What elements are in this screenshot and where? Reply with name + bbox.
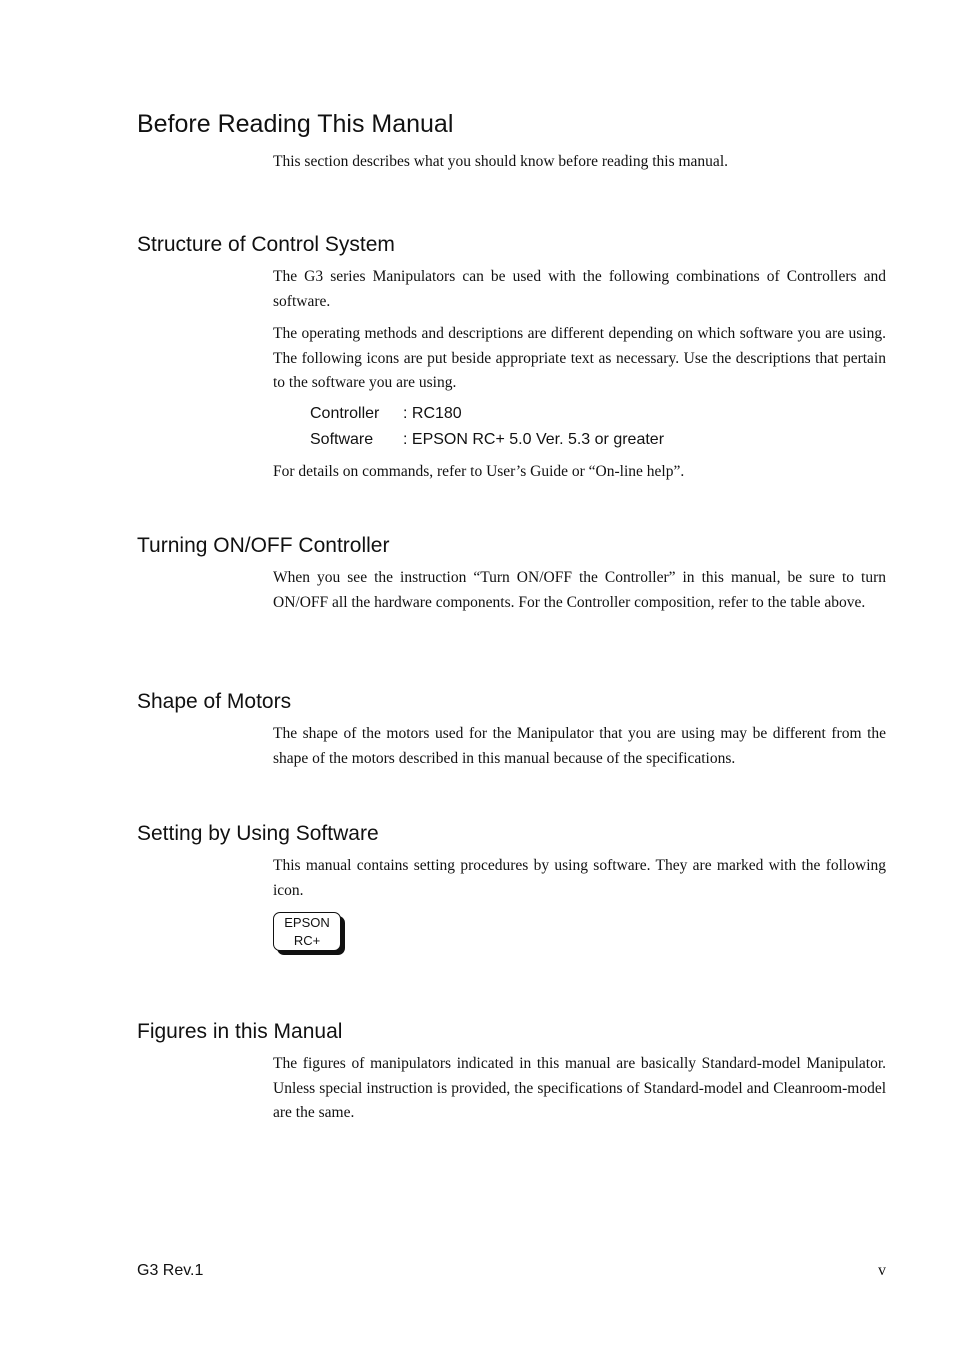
icon-label-line2: RC+ bbox=[293, 933, 321, 948]
section-heading-structure: Structure of Control System bbox=[137, 233, 395, 256]
section-heading-motors: Shape of Motors bbox=[137, 690, 292, 713]
epson-rc-plus-icon bbox=[273, 912, 341, 951]
spec-row-controller bbox=[310, 405, 462, 423]
spec-value: : RC180 bbox=[403, 405, 462, 422]
structure-paragraph-2: The operating methods and descriptions are different depending on which software you are using. The following icons are put beside appropriate text as necessary. Use the descriptions that pertain to the software you are using. bbox=[273, 325, 886, 391]
motors-paragraph: The shape of the motors used for the Manipulator that you are using may be different from the shape of the motors described in this manual because of the specifications. bbox=[273, 725, 886, 767]
structure-paragraph-1: The G3 series Manipulators can be used with the following combinations of Controllers and software. bbox=[273, 268, 886, 310]
turning-paragraph: When you see the instruction “Turn ON/OFF the Controller” in this manual, be sure to turn ON/OFF all the hardware components. For the Controller composition, refer to the table above. bbox=[273, 569, 886, 611]
intro-text: This section describes what you should know before reading this manual. bbox=[273, 153, 728, 170]
spec-label: Controller bbox=[310, 405, 380, 422]
structure-paragraph-3: For details on commands, refer to User’s Guide or “On-line help”. bbox=[273, 463, 685, 480]
footer-page-number: v bbox=[878, 1262, 886, 1279]
section-heading-turning: Turning ON/OFF Controller bbox=[137, 534, 390, 557]
spec-row-software bbox=[310, 431, 664, 449]
section-heading-figures: Figures in this Manual bbox=[137, 1020, 343, 1043]
section-heading-software: Setting by Using Software bbox=[137, 822, 379, 845]
spec-label: Software bbox=[310, 431, 374, 448]
figures-paragraph: The figures of manipulators indicated in this manual are basically Standard-model Manipulator. Unless special instruction is provided, the specifications of Standard-model and Cleanroom-model are the same. bbox=[273, 1055, 886, 1121]
page-title: Before Reading This Manual bbox=[137, 110, 454, 138]
spec-value: : EPSON RC+ 5.0 Ver. 5.3 or greater bbox=[403, 431, 665, 448]
footer-doc-revision: G3 Rev.1 bbox=[137, 1262, 204, 1279]
software-paragraph: This manual contains setting procedures by using software. They are marked with the following icon. bbox=[273, 857, 886, 899]
icon-label-line1: EPSON bbox=[284, 915, 330, 930]
